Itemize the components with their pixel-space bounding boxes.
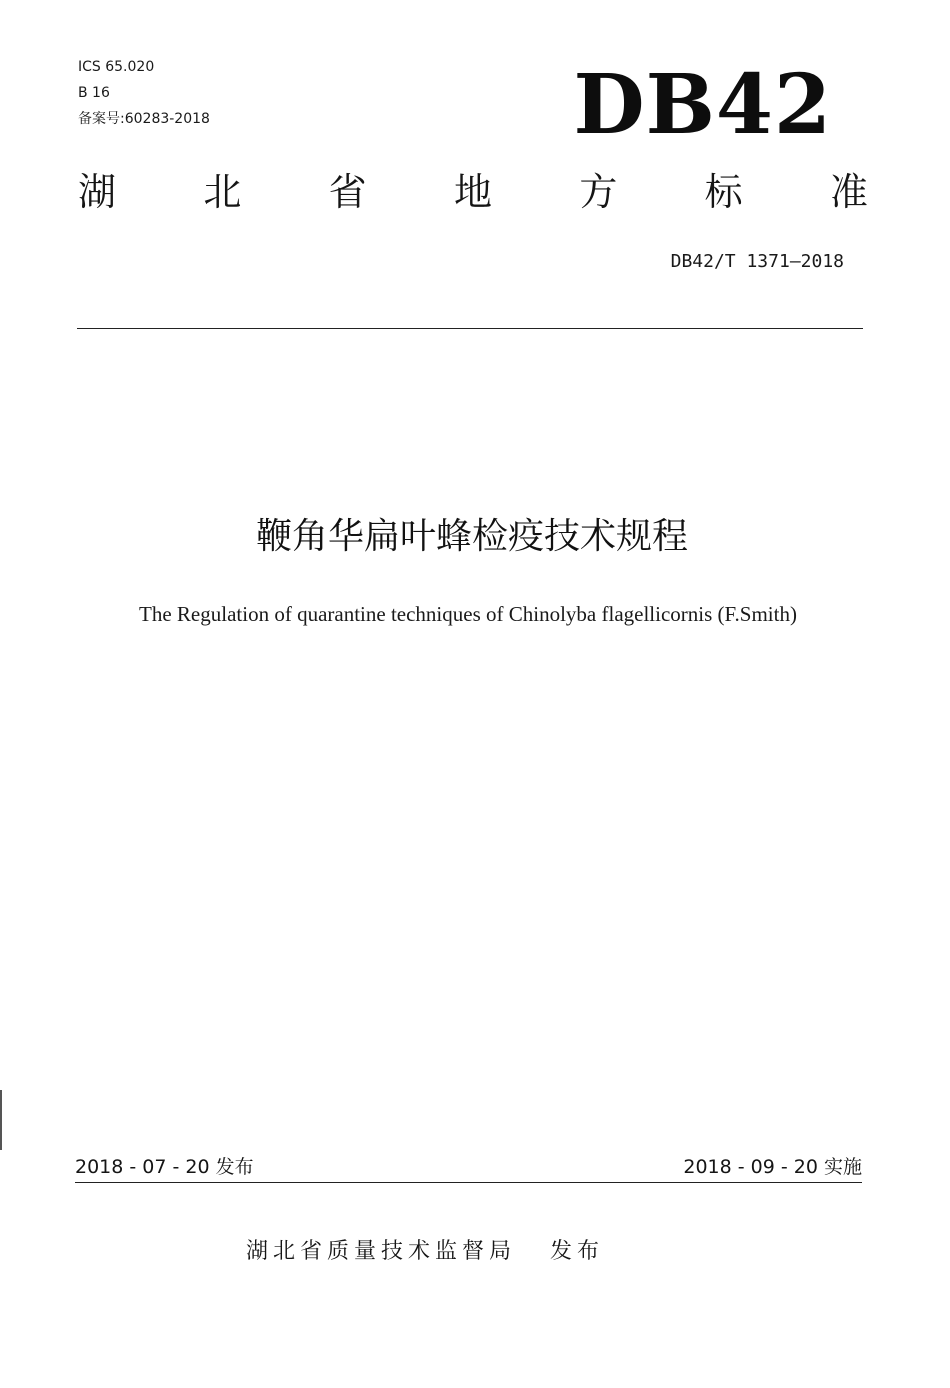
english-title: The Regulation of quarantine techniques of Chinolyba flagellicornis (F.Smith) — [139, 602, 797, 626]
bottom-divider — [75, 1182, 862, 1183]
standard-type-char: 省 — [328, 170, 367, 214]
standard-type-heading — [78, 168, 868, 216]
standard-number: DB42/T 1371—2018 — [670, 251, 844, 272]
standard-type-char: 地 — [453, 170, 492, 214]
implementation-date: 2018 - 09 - 20 实施 — [683, 1156, 862, 1178]
scan-edge-mark — [0, 1090, 2, 1150]
publisher-name: 湖北省质量技术监督局 — [246, 1239, 517, 1264]
top-divider — [77, 328, 863, 329]
publisher-line — [246, 1236, 604, 1268]
classification-block — [78, 54, 210, 132]
ccs-code: B 16 — [78, 85, 110, 101]
ics-code: ICS 65.020 — [78, 59, 155, 75]
standard-type-char: 标 — [704, 170, 743, 214]
publisher-action: 发布 — [550, 1239, 605, 1264]
standard-type-char: 北 — [203, 170, 242, 214]
standard-type-char: 湖 — [78, 170, 117, 214]
chinese-title: 鞭角华扁叶蜂检疫技术规程 — [255, 516, 688, 557]
standard-type-char: 准 — [829, 170, 868, 214]
db42-logo: DB42 — [573, 57, 832, 153]
filing-number: 备案号:60283-2018 — [78, 111, 210, 127]
standard-type-char: 方 — [579, 170, 618, 214]
issue-date: 2018 - 07 - 20 发布 — [75, 1156, 254, 1178]
